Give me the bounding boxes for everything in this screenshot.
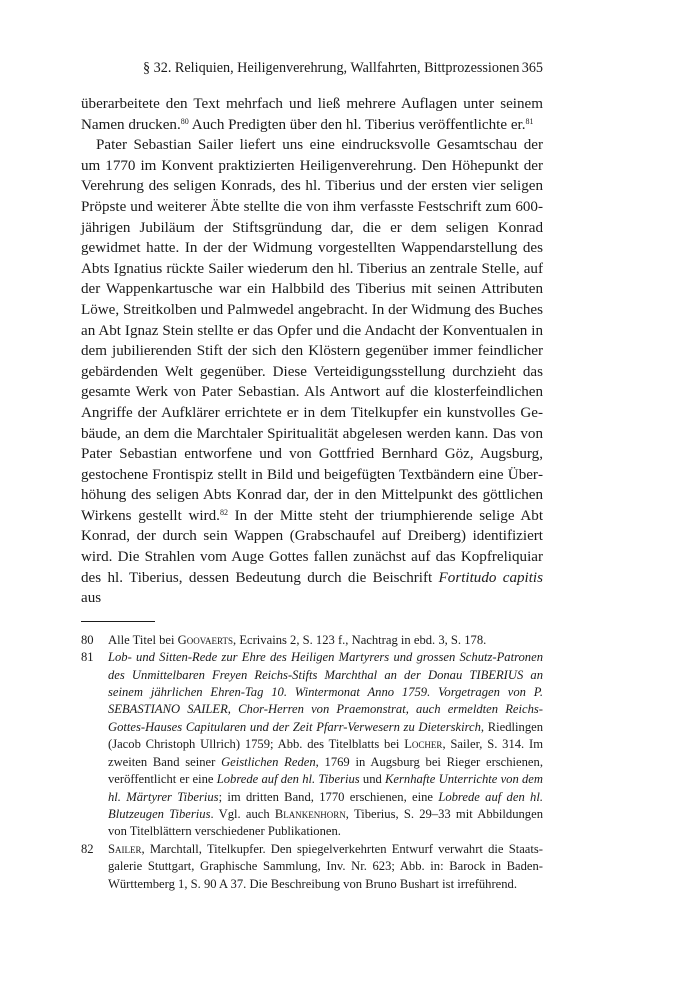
footnote xyxy=(81,841,543,893)
page-header xyxy=(81,58,543,82)
text-run: , Sailer, S. 314. Im zweiten Band seiner xyxy=(108,737,543,769)
running-head: § 32. Reliquien, Heiligenverehrung, Wallfahrten, Bittprozessionen xyxy=(143,60,520,76)
italic-run: Geistlichen Reden xyxy=(221,754,316,769)
text-run: Alle Titel bei xyxy=(108,632,178,647)
footnote-ref: 81 xyxy=(525,116,534,126)
italic-run: Lobrede auf den hl. Blutzeugen Tiberius xyxy=(108,789,543,821)
footnote-number: 81 xyxy=(81,650,94,665)
text-run: ; im dritten Band, 1770 erschienen, eine xyxy=(218,789,439,804)
footnote xyxy=(81,649,543,840)
author-name: Goovaerts xyxy=(177,632,234,647)
author-name: Blankenhorn xyxy=(274,806,346,821)
footnote-text xyxy=(108,633,486,647)
page-number: 365 xyxy=(521,60,543,76)
footnotes xyxy=(81,632,543,893)
main-text xyxy=(81,94,543,609)
text-run: . Vgl. auch xyxy=(210,806,275,821)
footnote-text xyxy=(108,650,543,838)
text-run: In der Mitte steht der triumphierende selige Abt Konrad, der durch sein Wappen (Grabschaufel auf Dreiberg) identifiziert wird. Die Strahlen vom Auge Gottes fallen zunächst auf das Kopfreliquiar des hl. Tiberius, dessen Bedeutung durch die Beischrift xyxy=(81,507,544,586)
italic-run: Kernhafte Unterrichte von dem hl. Märtyrer Tiberius xyxy=(108,772,543,804)
footnote-number: 80 xyxy=(81,632,94,647)
text-run: Auch Predigten über den hl. Tiberius veröffentlichte er. xyxy=(188,116,526,133)
paragraph xyxy=(81,135,543,609)
text-run: , Riedlingen (Jacob Christoph Ullrich) 1759; Abb. des Titelblatts bei xyxy=(108,719,544,752)
text-run: aus xyxy=(81,590,102,607)
footnote-ref: 80 xyxy=(180,116,189,126)
author-name: Locher xyxy=(404,737,443,752)
text-run: Pater Sebastian Sailer liefert uns eine eindrucksvolle Gesamtschau der um 1770 im Konvent praktizierten Heiligenverehrung. Den Höhepunkt der Verehrung des seligen Konrads, des hl. Tiberius und der ersten vier seligen Pröpste und weiterer Äbte stellte die von ihm verfasste Festschrift zum 600-jährigen Jubiläum der Stiftsgründung dar, die er dem seligen Konrad gewidmet hatte. In der der Widmung vorgestellten Wappendarstellung des Abts Ignatius rückte Sailer wiederum den hl. Tiberius an zentrale Stelle, auf der Wappenkartusche war ein Halbbild des Tiberius mit seinen Attributen Löwe, Streitkolben und Palmwedel angebracht. In der Widmung des Buches an Abt Ignaz Stein stellte er das Opfer und die Andacht der Konventualen in dem jubilierenden Stift der sich den Klöstern gegenüber immer feindlicher gebärdenden Welt gegenüber. Diese Verteidigungsstellung durchzieht das gesamte Werk von Pater Sebastian. Als Antwort auf die klosterfeindlichen Angriffe der Aufklärer errichtete er in dem Titelkupfer ein kunstvolles Gebäude, an dem die Marchtaler Spiritualität abgelesen werden kann. Das von Pater Sebastian entworfene und von Gottfried Bernhard Göz, Augsburg, gestochene Frontispiz stellt in Bild und beigefügten Textbändern eine Überhöhung des seligen Abts Konrad dar, der in den Mittelpunkt des göttlichen Wirkens gestellt wird. xyxy=(81,137,543,524)
book-page xyxy=(81,58,543,893)
paragraph xyxy=(81,94,543,135)
italic-run: Lob- und Sitten-Rede zur Ehre des Heiligen Martyrers und grossen Schutz-Patronen des Unmittelbaren Freyen Reichs-Stifts Marchthal an der Donau TIBERIUS an seinem jährlichen Ehren-Tag 10. Wintermonat Anno 1759. Vorgetragen von P. SEBASTIANO SAILER, Chor-Herren von Praemonstrat, auch ermeldten Reichs-Gottes-Hauses Capitularen und der Zeit Pfarr-Verwesern zu Dieterskirch xyxy=(108,650,543,734)
footnote-text xyxy=(108,842,543,891)
footnote-ref: 82 xyxy=(219,507,228,517)
text-run: und xyxy=(359,772,386,787)
text-run: , Tiberius, S. 29–33 mit Abbildungen von Titelblättern verschiedener Publikationen. xyxy=(108,806,543,839)
text-run: , 1769 in Augsburg bei Rieger erschienen, veröffentlicht er eine xyxy=(108,754,543,787)
footnote-separator xyxy=(81,621,155,622)
footnote-number: 82 xyxy=(81,841,94,856)
text-run: , Ecrivains 2, S. 123 f., Nachtrag in ebd. 3, S. 178. xyxy=(233,632,487,647)
italic-run: Lobrede auf den hl. Tiberius xyxy=(216,772,360,787)
text-run: überarbeitete den Text mehrfach und ließ mehrere Auflagen unter seinem Namen drucken. xyxy=(81,96,543,133)
italic-run: Fortitudo capitis xyxy=(438,569,543,586)
text-run: , Marchtall, Titelkupfer. Den spiegelverkehrten Entwurf verwahrt die Staatsgalerie Stuttgart, Graphische Sammlung, Inv. Nr. 623; Abb. in: Barock in Baden-Württemberg 1, S. 90 A 37. Die Beschreibung von Bruno Bushart ist irreführend. xyxy=(108,841,543,891)
author-name: Sailer xyxy=(108,841,142,856)
footnote xyxy=(81,632,543,649)
